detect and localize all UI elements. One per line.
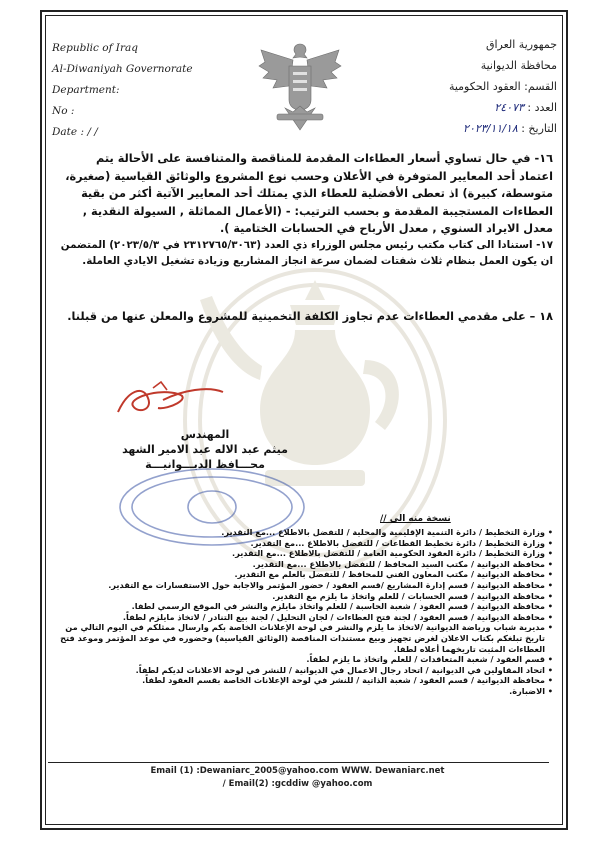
clause-17: ١٧- استنادا الى كتاب مكتب رئيس مجلس الوزراء ذي العدد (٢٣١٢٧٦٥/٣٠٦٣ في ٢٠٢٣/٥/٣) المتضمن ان يكون العمل بنظام ثلاث شفتات لضمان سرعة انجاز المشاريع وزيادة تشغيل الايادي العاملة. xyxy=(60,239,553,267)
list-item: • قسم العقود / شعبة المتعاقدات / للعلم واتخاذ ما يلزم لطفاً. xyxy=(60,654,553,665)
governorate-en: Al-Diwaniyah Governorate xyxy=(52,63,193,75)
list-item: • محافظة الديوانية / قسم العقود / شعبة الذاتية / للنشر في لوحة الإعلانات الخاصة بقسم العقود لطفاً. xyxy=(60,675,553,686)
date-label: التاريخ : xyxy=(521,122,557,135)
date-ar xyxy=(382,118,557,139)
footer-email-2[interactable]: / Email(2) :gcddiw @yahoo.com xyxy=(222,779,373,789)
eagle-emblem-icon xyxy=(255,36,345,136)
list-item: • مديرية شباب ورياضة الديوانية /لاتخاذ ما يلزم والنشر في لوحة الإعلانات الخاصة بكم وارسال ممثلكم في اليوم التالي من تاريخ تبلغكم بكتاب الاعلان لغرض تجهيز وبيع مستندات المناقصة (الوثائق القياسية) وحضوره في موعد المؤتمر وموعد فتح العطاءات المثبت تاريخهما أعلاه لطفا. xyxy=(60,622,553,654)
clause-16: ١٦- في حال تساوي أسعار العطاءات المقدمة للمناقصة والمتنافسة على الأحالة يتم اعتماد أحد المعايير المتوفرة في الأعلان وحسب نوع المشروع والوثائق القياسية (صغيرة، متوسطة، كبيرة) اذ تعطى الأفضلية للعطاء الذي يمتلك أحد المعايير الآتية أكثر من بقية العطاءات المستجيبة المقدمة و بحسب الترتيب: - (الأعمال المماثلة , السيولة النقدية , معدل الايراد السنوي , معدل الأرباح في الحسابات الختامية ). xyxy=(65,152,553,235)
department-ar: القسم: العقود الحكومية xyxy=(448,80,557,93)
list-item: • وزارة التخطيط / دائرة العقود الحكومية العامة / للتفضل بالاطلاع ...مع التقدير. xyxy=(60,548,553,559)
signer-name: ميثم عبد الاله عبد الامير الشهد xyxy=(122,443,288,456)
list-item: • محافظة الديوانية / قسم العقود / شعبة الحاسبة / للعلم واتخاذ مايلزم والنشر في الموقع الرسمي لطفا. xyxy=(60,601,553,612)
governorate-ar: محافظة الديوانية xyxy=(480,59,557,72)
date-en: Date : / / xyxy=(52,126,98,138)
number-value: ٢٤٠٧٣ xyxy=(494,101,524,114)
footer-divider xyxy=(48,762,549,763)
list-item: • محافظة الديوانية / قسم العقود / لجنة فتح العطاءات / لجان التحليل / لجنة بيع التنادر / لاتخاذ مايلزم لطفاً. xyxy=(60,612,553,623)
country-en: Republic of Iraq xyxy=(52,42,138,54)
date-value: ٢٠٢٣/١١/١٨ xyxy=(463,122,518,135)
number-ar xyxy=(382,97,557,118)
list-item: • محافظة الديوانية / مكتب السيد المحافظ / للتفضل بالاطلاع ...مع التقدير. xyxy=(60,559,553,570)
signer-position: محـــافظ الديـــوانيـــة xyxy=(145,458,265,471)
list-item: • محافظة الديوانية / مكتب المعاون الفني للمحافظ / للتفضل بالعلم مع التقدير. xyxy=(60,569,553,580)
department-en: Department: xyxy=(52,84,120,96)
list-item: • الاضبارة. xyxy=(60,686,553,697)
copies-title: نسخة منه الى // xyxy=(380,514,451,524)
list-item: • اتحاد المقاولين في الديوانية / اتحاد رجال الاعمال في الديوانية / للنشر في لوحة الاعلانات لديكم لطفاً. xyxy=(60,665,553,676)
country-ar: جمهورية العراق xyxy=(485,38,557,51)
footer-email-1[interactable]: Email (1) :Dewaniarc_2005@yahoo.com WWW. Dewaniarc.net xyxy=(150,766,445,776)
number-label: العدد : xyxy=(527,101,557,114)
copies-list xyxy=(60,527,553,697)
list-item: • وزارة التخطيط / دائرة التنمية الإقليمية والمحلية / للتفضل بالاطلاع ...مع التقدير. xyxy=(60,527,553,538)
list-item: • محافظة الديوانية / قسم إدارة المشاريع /قسم العقود / حضور المؤتمر والاجابة حول الاستفسارات مع التقدير. xyxy=(60,580,553,591)
list-item: • محافظة الديوانية / قسم الحسابات / للعلم واتخاذ ما يلزم مع التقدير. xyxy=(60,591,553,602)
header-english xyxy=(52,38,222,143)
signer-title: المهندس xyxy=(180,428,230,441)
clause-18: ١٨ – على مقدمي العطاءات عدم تجاوز الكلفة التخمينية للمشروع والمعلن عنها من قبلنا. xyxy=(67,310,553,323)
handwritten-signature-icon xyxy=(98,380,228,420)
number-en: No : xyxy=(52,105,75,117)
list-item: • وزارة التخطيط / دائرة تخطيط القطاعات / للتفضل بالاطلاع ...مع التقدير. xyxy=(60,538,553,549)
header-arabic xyxy=(382,34,557,139)
